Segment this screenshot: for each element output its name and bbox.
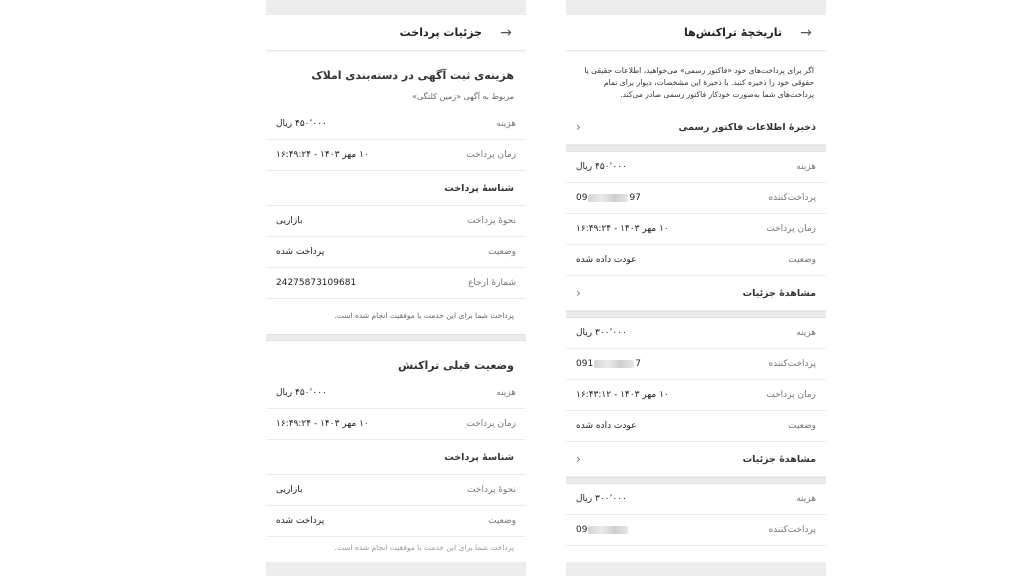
row-label: زمان پرداخت [766, 390, 816, 401]
row-label: وضعیت [488, 247, 516, 257]
view-details-link[interactable] [566, 276, 826, 311]
success-note: پرداخت شما برای این خدمت با موفقیت انجام شده است. [334, 311, 514, 320]
payment-id-heading: شناسهٔ پرداخت [266, 171, 526, 206]
row-value: عودت داده شده [576, 421, 637, 432]
chevron-left-icon: ‹ [576, 286, 581, 301]
transaction-time-row [566, 380, 826, 411]
row-label: زمان پرداخت [766, 224, 816, 235]
transaction-payer-row [566, 183, 826, 214]
phone-prefix: 091 [576, 359, 594, 370]
phone-suffix: 7 [635, 359, 641, 370]
row-label: زمان پرداخت [466, 419, 516, 429]
transaction-payer-row [566, 349, 826, 380]
row-value: پرداخت شده [276, 516, 325, 526]
transaction-cost-row [566, 484, 826, 515]
prev-success-note: پرداخت شما برای این خدمت با موفقیت انجام شده است. [334, 543, 514, 552]
row-value: ۴۵۰٬۰۰۰ ریال [576, 162, 627, 173]
transaction-status-row [566, 411, 826, 442]
section-divider [566, 477, 826, 484]
transaction-history-screen [566, 0, 826, 576]
row-value: ۱۰ مهر ۱۴۰۳ - ۱۶:۴۹:۲۴ [276, 150, 369, 160]
row-value: بازاریی [276, 485, 303, 495]
payment-method-row [266, 206, 526, 237]
row-value: ۱۰ مهر ۱۴۰۳ - ۱۶:۴۳:۱۲ [576, 390, 669, 401]
row-value: ۱۰ مهر ۱۴۰۳ - ۱۶:۴۹:۲۴ [276, 419, 369, 429]
row-value: بازاریی [276, 216, 303, 226]
row-value: ۳۰۰٬۰۰۰ ریال [576, 494, 627, 505]
cost-row [266, 109, 526, 140]
transaction-time-row [566, 214, 826, 245]
row-label: هزینه [796, 328, 816, 339]
back-arrow-icon[interactable]: → [500, 24, 512, 41]
back-arrow-icon[interactable]: → [800, 24, 812, 41]
row-label: هزینه [496, 119, 516, 129]
prev-cost-row [266, 378, 526, 409]
nav-bar [266, 562, 526, 576]
row-label: وضعیت [788, 255, 816, 266]
row-label: پرداخت‌کننده [768, 359, 816, 370]
row-label: نحوهٔ پرداخت [467, 485, 516, 495]
section-title: هزینه‌ی ثبت آگهی در دسته‌بندی املاک [311, 69, 514, 82]
row-label: نحوهٔ پرداخت [467, 216, 516, 226]
row-label: شمارهٔ ارجاع [468, 278, 516, 288]
phone-prefix: 09 [576, 525, 588, 536]
section-divider [566, 145, 826, 152]
row-label: هزینه [496, 388, 516, 398]
view-details-label: مشاهدهٔ جزئیات [742, 287, 816, 299]
row-value: ۴۵۰٬۰۰۰ ریال [276, 119, 327, 129]
header [266, 15, 526, 51]
masked-phone [576, 525, 629, 535]
save-invoice-label: ذخیرهٔ اطلاعات فاکتور رسمی [678, 121, 816, 133]
transaction-cost-row [566, 152, 826, 183]
payment-details-screen [266, 0, 526, 576]
chevron-left-icon: ‹ [576, 452, 581, 467]
section-divider [266, 334, 526, 341]
ad-subtitle: مربوط به آگهی «زمین کلنگی» [412, 92, 514, 101]
redaction-blur [588, 526, 628, 534]
transaction-cost-row [566, 318, 826, 349]
redaction-blur [588, 194, 628, 202]
nav-bar [566, 562, 826, 576]
transaction-payer-row [566, 515, 826, 546]
prev-payment-id-heading: شناسهٔ پرداخت [266, 440, 526, 475]
chevron-left-icon: ‹ [576, 120, 581, 135]
row-label: زمان پرداخت [466, 150, 516, 160]
row-label: وضعیت [788, 421, 816, 432]
row-label: هزینه [796, 162, 816, 173]
phone-prefix: 09 [576, 193, 588, 204]
reference-number-row [266, 268, 526, 299]
header [566, 15, 826, 51]
row-value: ۱۰ مهر ۱۴۰۳ - ۱۶:۴۹:۲۴ [576, 224, 669, 235]
invoice-info-text: اگر برای پرداخت‌های خود «فاکتور رسمی» می‌خواهید، اطلاعات حقیقی یا حقوقی خود را ذخیره کنید. با ذخیرهٔ این مشخصات، دیوار برای تمام پرداخت‌های شما به‌صورت خودکار فاکتور رسمی صادر می‌کند. [584, 66, 814, 99]
row-label: پرداخت‌کننده [768, 193, 816, 204]
redaction-blur [594, 360, 634, 368]
row-value: پرداخت شده [276, 247, 325, 257]
row-label: هزینه [796, 494, 816, 505]
payment-time-row [266, 140, 526, 171]
masked-phone [576, 193, 641, 203]
transaction-status-row [566, 245, 826, 276]
row-label: وضعیت [488, 516, 516, 526]
status-bar [566, 0, 826, 15]
page-title: تاریخچهٔ تراکنش‌ها [683, 26, 782, 39]
row-label: پرداخت‌کننده [768, 525, 816, 536]
view-details-label: مشاهدهٔ جزئیات [742, 453, 816, 465]
view-details-link[interactable] [566, 442, 826, 477]
section-divider [566, 311, 826, 318]
row-value: ۴۵۰٬۰۰۰ ریال [276, 388, 327, 398]
prev-payment-time-row [266, 409, 526, 440]
phone-suffix: 97 [629, 193, 641, 204]
row-value: 24275873109681 [276, 278, 357, 288]
row-value: عودت داده شده [576, 255, 637, 266]
status-bar [266, 0, 526, 15]
previous-status-title: وضعیت قبلی تراکنش [398, 359, 514, 372]
status-row [266, 237, 526, 268]
prev-payment-method-row [266, 475, 526, 506]
masked-phone [576, 359, 641, 369]
prev-status-row [266, 506, 526, 537]
row-value: ۳۰۰٬۰۰۰ ریال [576, 328, 627, 339]
save-invoice-link[interactable] [566, 110, 826, 145]
page-title: جزئیات پرداخت [399, 26, 482, 39]
